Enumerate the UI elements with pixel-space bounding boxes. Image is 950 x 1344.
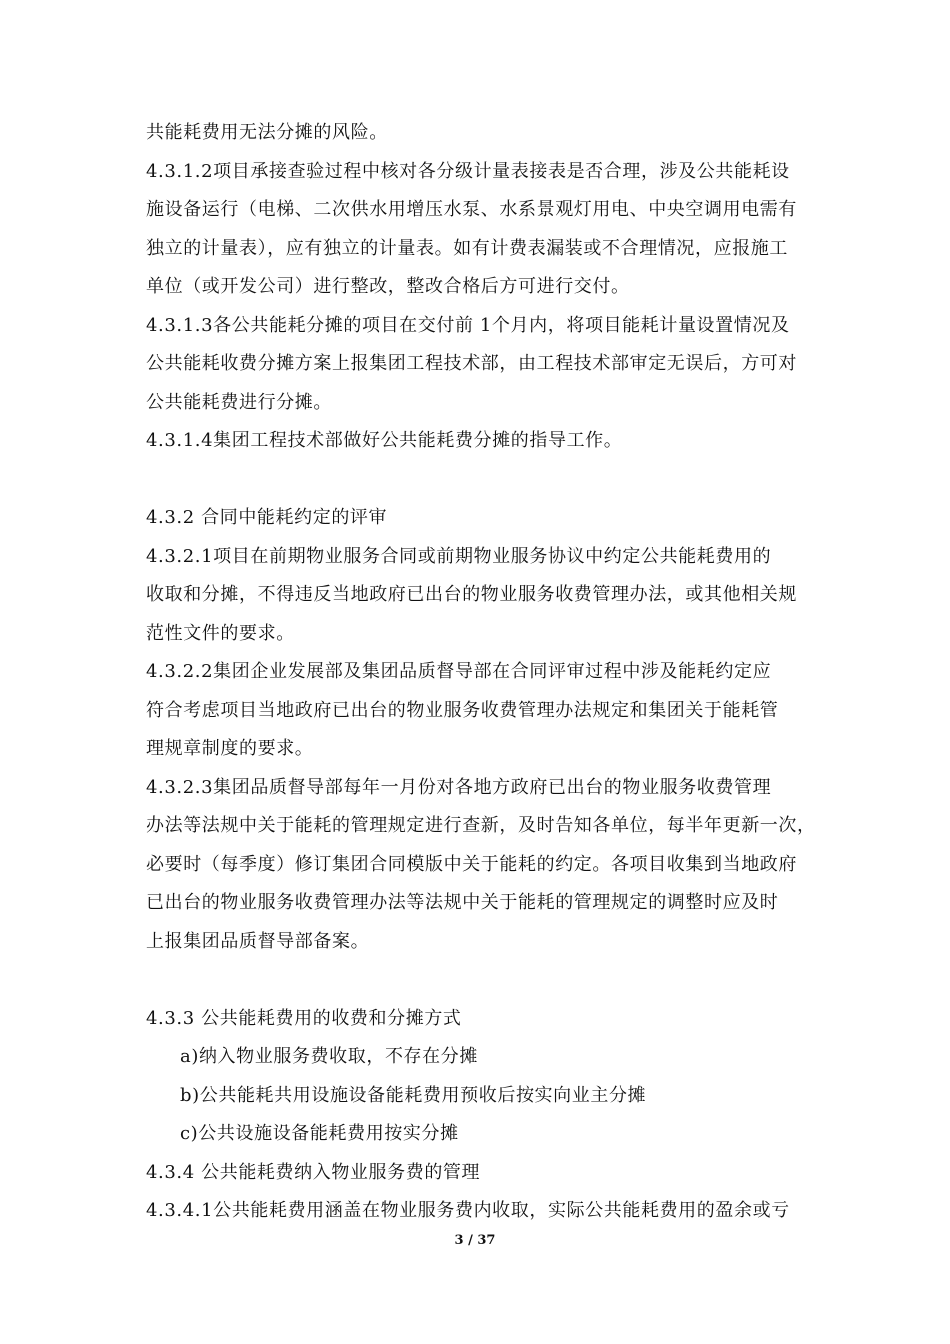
text-line: 收取和分摊，不得违反当地政府已出台的物业服务收费管理办法，或其他相关规 xyxy=(146,584,797,605)
blank-line xyxy=(146,961,812,1000)
text-line: 理规章制度的要求。 xyxy=(146,738,314,759)
text-line: 独立的计量表），应有独立的计量表。如有计费表漏装或不合理情况，应报施工 xyxy=(146,237,788,259)
text-line: 4.3.2 合同中能耗约定的评审 xyxy=(146,507,388,528)
text-line: 4.3.2.3集团品质督导部每年一月份对各地方政府已出台的物业服务收费管理 xyxy=(146,776,772,798)
text-line: 上报集团品质督导部备案。 xyxy=(146,930,370,952)
text-line: 必要时（每季度）修订集团合同模版中关于能耗的约定。各项目收集到当地政府 xyxy=(146,853,797,875)
text-line: 公共能耗费进行分摊。 xyxy=(146,391,332,413)
text-line: a)纳入物业服务费收取，不存在分摊 xyxy=(180,1046,478,1067)
text-line: 4.3.1.2项目承接查验过程中核对各分级计量表接表是否合理，涉及公共能耗设 xyxy=(146,160,790,182)
blank-line xyxy=(146,461,812,500)
text-line: b)公共能耗共用设施设备能耗费用预收后按实向业主分摊 xyxy=(180,1084,647,1106)
text-line: 公共能耗收费分摊方案上报集团工程技术部，由工程技术部审定无误后，方可对 xyxy=(146,353,797,374)
text-line: 施设备运行（电梯、二次供水用增压水泵、水系景观灯用电、中央空调用电需有 xyxy=(146,199,797,220)
text-line: 单位（或开发公司）进行整改，整改合格后方可进行交付。 xyxy=(146,276,630,297)
text-line: 共能耗费用无法分摊的风险。 xyxy=(146,122,388,143)
text-line: 4.3.4 公共能耗费纳入物业服务费的管理 xyxy=(146,1161,481,1183)
text-line: 4.3.4.1公共能耗费用涵盖在物业服务费内收取，实际公共能耗费用的盈余或亏 xyxy=(146,1200,790,1221)
text-line: 已出台的物业服务收费管理办法等法规中关于能耗的管理规定的调整时应及时 xyxy=(146,892,779,913)
text-line: 4.3.1.4集团工程技术部做好公共能耗费分摊的指导工作。 xyxy=(146,430,623,451)
text-line: 4.3.3 公共能耗费用的收费和分摊方式 xyxy=(146,1007,462,1029)
text-line: 4.3.2.2集团企业发展部及集团品质督导部在合同评审过程中涉及能耗约定应 xyxy=(146,661,772,682)
text-line: 范性文件的要求。 xyxy=(146,622,295,644)
document-body xyxy=(146,114,816,1231)
text-line: c)公共设施设备能耗费用按实分摊 xyxy=(180,1123,459,1144)
text-line: 4.3.1.3各公共能耗分摊的项目在交付前 1个月内，将项目能耗计量设置情况及 xyxy=(146,314,790,336)
text-line: 符合考虑项目当地政府已出台的物业服务收费管理办法规定和集团关于能耗管 xyxy=(146,699,779,721)
page-number: 3 / 37 xyxy=(454,1233,496,1248)
text-line: 4.3.2.1项目在前期物业服务合同或前期物业服务协议中约定公共能耗费用的 xyxy=(146,545,772,567)
text-line: 办法等法规中关于能耗的管理规定进行查新，及时告知各单位，每半年更新一次， xyxy=(146,815,816,836)
